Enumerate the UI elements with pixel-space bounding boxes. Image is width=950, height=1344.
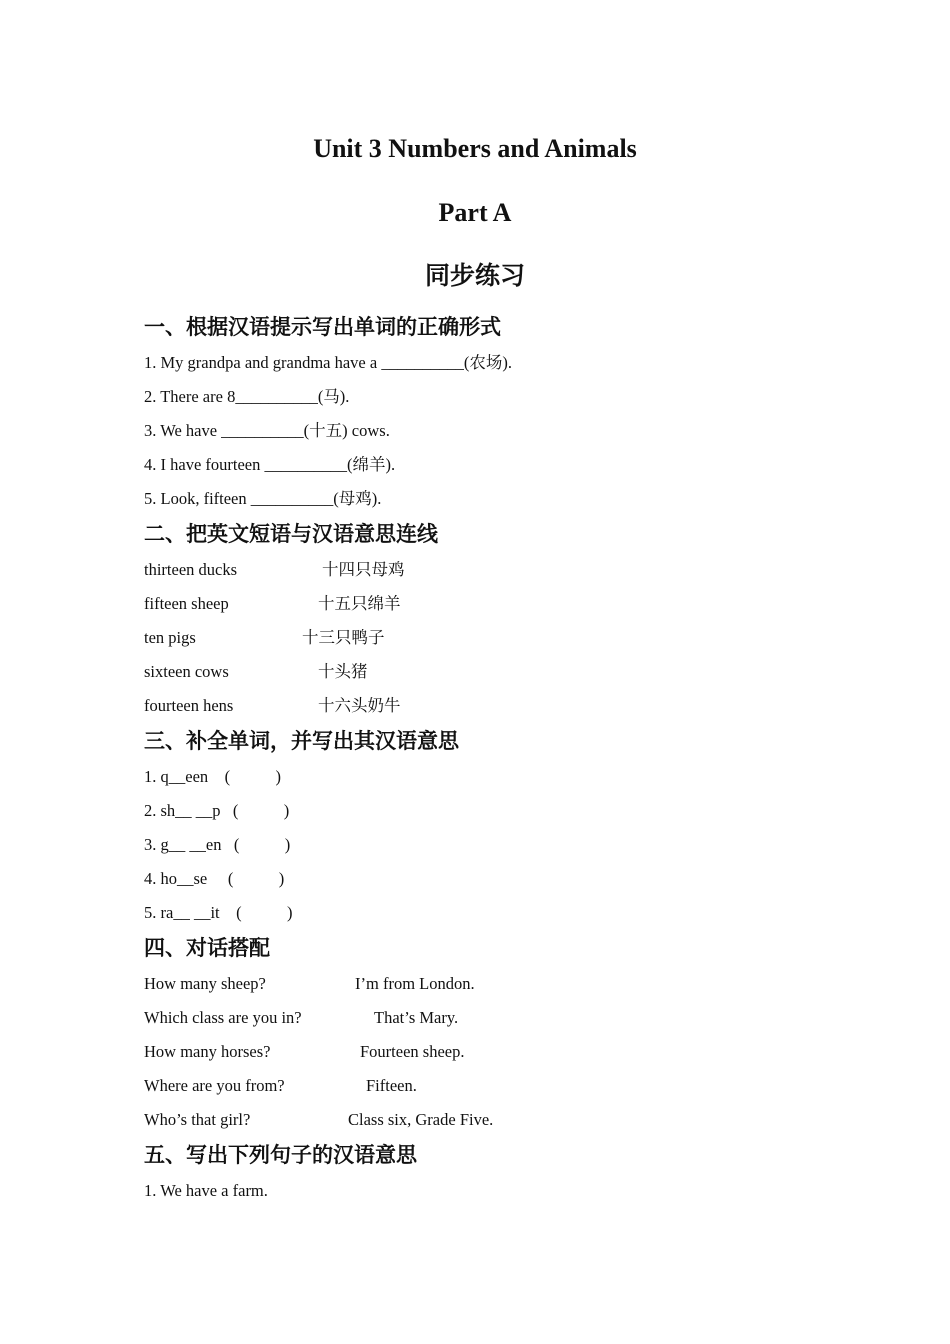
section3-item: 4. ho__se ( ) xyxy=(144,869,285,888)
dialogue-answer: I’m from London. xyxy=(355,974,475,993)
section1-item: 3. We have __________(十五) cows. xyxy=(144,421,390,440)
dialogue-answer: Class six, Grade Five. xyxy=(348,1110,494,1129)
dialogue-question: How many horses? xyxy=(144,1042,271,1061)
section1-item: 2. There are 8__________(马). xyxy=(144,387,350,406)
dialogue-answer: That’s Mary. xyxy=(374,1008,459,1027)
section1-item: 5. Look, fifteen __________(母鸡). xyxy=(144,489,382,508)
section1-item: 1. My grandpa and grandma have a __________(农场). xyxy=(144,353,512,372)
worksheet-title: Unit 3 Numbers and Animals xyxy=(313,134,637,163)
worksheet-heading: 同步练习 xyxy=(424,261,525,290)
match-phrase-english: thirteen ducks xyxy=(144,560,238,579)
dialogue-question: How many sheep? xyxy=(144,974,266,993)
section3-title: 三、补全单词，并写出其汉语意思 xyxy=(144,729,459,753)
dialogue-answer: Fifteen. xyxy=(366,1076,417,1095)
dialogue-question: Who’s that girl? xyxy=(144,1110,251,1129)
match-phrase-chinese: 十五只绵羊 xyxy=(318,594,401,613)
match-phrase-english: sixteen cows xyxy=(144,662,229,681)
dialogue-question: Where are you from? xyxy=(144,1076,285,1095)
section3-item: 3. g__ __en ( ) xyxy=(144,835,291,854)
match-phrase-english: fourteen hens xyxy=(144,696,234,715)
section1-title: 一、根据汉语提示写出单词的正确形式 xyxy=(144,315,501,339)
section2-title: 二、把英文短语与汉语意思连线 xyxy=(144,522,438,546)
match-phrase-english: ten pigs xyxy=(144,628,196,647)
dialogue-answer: Fourteen sheep. xyxy=(360,1042,465,1061)
section3-item: 1. q__een ( ) xyxy=(144,767,282,786)
section4-title: 四、对话搭配 xyxy=(144,936,270,960)
match-phrase-chinese: 十六头奶牛 xyxy=(318,696,401,715)
match-phrase-chinese: 十三只鸭子 xyxy=(302,628,385,647)
match-phrase-english: fifteen sheep xyxy=(144,594,229,613)
match-phrase-chinese: 十头猪 xyxy=(318,662,368,681)
match-phrase-chinese: 十四只母鸡 xyxy=(322,560,405,579)
worksheet-subtitle: Part A xyxy=(438,198,512,227)
section3-item: 5. ra__ __it ( ) xyxy=(144,903,293,922)
section5-item: 1. We have a farm. xyxy=(144,1181,268,1200)
section1-item: 4. I have fourteen __________(绵羊). xyxy=(144,455,396,474)
section3-item: 2. sh__ __p ( ) xyxy=(144,801,290,820)
dialogue-question: Which class are you in? xyxy=(144,1008,302,1027)
section5-title: 五、写出下列句子的汉语意思 xyxy=(144,1143,417,1167)
